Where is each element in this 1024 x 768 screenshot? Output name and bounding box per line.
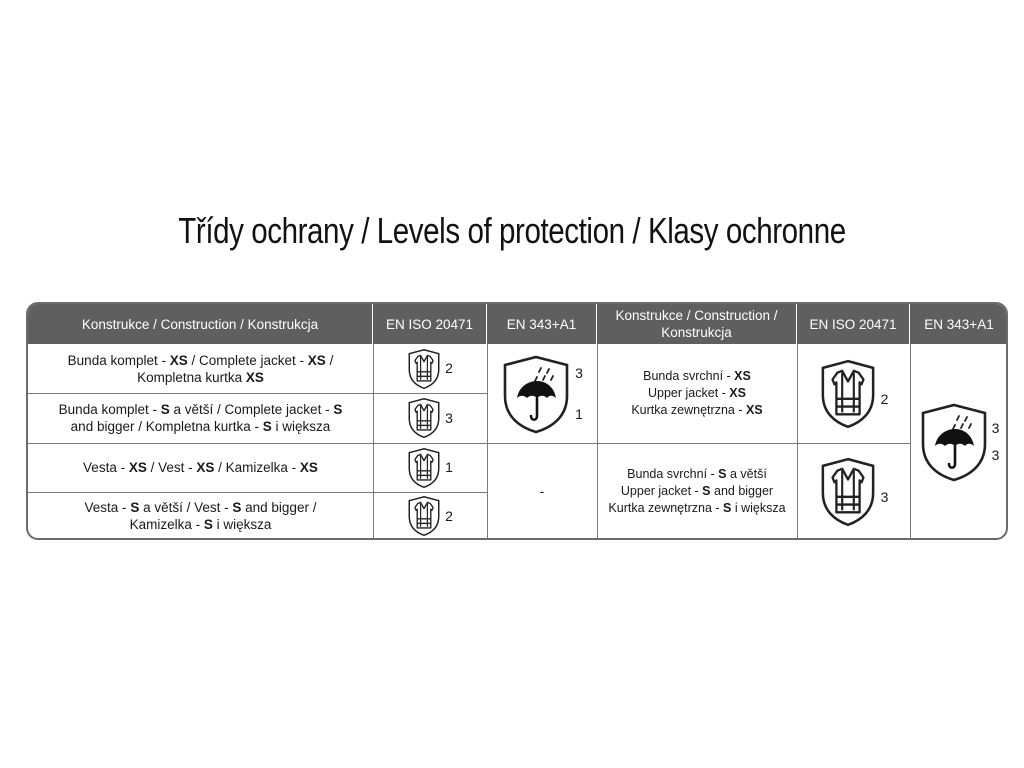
row-size: S (702, 484, 711, 498)
row-text: Bunda svrchní - (643, 369, 735, 383)
page-title: Třídy ochrany / Levels of protection / Klasy ochronne (178, 210, 846, 251)
row-text: i większa (212, 517, 272, 532)
protection-table (26, 302, 1008, 540)
protection-level: 2 (880, 391, 889, 407)
row-size: S (232, 500, 242, 515)
row-size: S (203, 517, 213, 532)
row-text: / (325, 352, 334, 368)
row-size: XS (128, 460, 147, 475)
en343-cell (910, 344, 1008, 540)
row-text: / Vest - (146, 460, 197, 475)
vest-level-cell (373, 443, 487, 492)
row-size: S (262, 419, 272, 434)
row-size: XS (729, 386, 746, 400)
row-text: a větší / Complete jacket - (169, 402, 334, 417)
table-row (28, 492, 373, 540)
row-text: Upper jacket - (620, 484, 703, 498)
row-text: a větší (726, 467, 767, 481)
header-en-343: EN 343+A1 (487, 304, 597, 344)
en343-class-value: 3 (991, 420, 1000, 436)
row-text: Vesta - (84, 500, 131, 515)
hi-vis-vest-shield-icon (819, 456, 877, 528)
hi-vis-vest-shield-icon (407, 447, 441, 489)
vest-level-cell (797, 443, 910, 540)
hi-vis-vest-shield-icon (407, 495, 441, 537)
row-size: XS (734, 369, 751, 383)
row-text: Kurtka zewnętrzna - (608, 501, 724, 515)
row-text: / Complete jacket - (187, 352, 308, 368)
header-en-iso-20471-right: EN ISO 20471 (797, 304, 910, 344)
row-size: S (333, 402, 343, 417)
row-text: Vesta - (83, 460, 129, 475)
header-en-iso-20471: EN ISO 20471 (373, 304, 487, 344)
row-text: Kurtka zewnętrzna - (631, 403, 746, 417)
protection-level: 2 (445, 507, 453, 524)
row-text: i większa (731, 501, 786, 515)
en343-dash: - (539, 483, 545, 499)
row-size: S (723, 501, 732, 515)
header-construction-right-line2: Konstrukcja (661, 325, 732, 340)
row-size: XS (745, 403, 763, 417)
table-row (597, 443, 797, 540)
en343-cell (487, 344, 597, 443)
table-row (28, 344, 373, 393)
row-text: Bunda svrchní - (627, 467, 719, 481)
vest-level-cell (797, 344, 910, 443)
en343-class-value: 3 (575, 364, 583, 381)
header-construction-right (597, 304, 797, 344)
row-text: Kompletna kurtka (137, 369, 246, 385)
row-text: a větší / Vest - (139, 500, 233, 515)
table-row (28, 443, 373, 492)
header-construction: Konstrukce / Construction / Konstrukcja (28, 304, 373, 344)
row-size: XS (196, 460, 215, 475)
row-text: Kamizelka - (129, 517, 204, 532)
protection-level: 3 (880, 489, 889, 505)
table-header (28, 304, 1006, 344)
row-size: S (130, 500, 140, 515)
en343-class-value: 1 (575, 405, 583, 422)
table-body (28, 344, 1006, 540)
umbrella-rain-shield-icon (919, 402, 989, 482)
table-row (28, 393, 373, 443)
vest-level-cell (373, 492, 487, 540)
row-text: i większa (271, 419, 331, 434)
en343-empty-cell (487, 443, 597, 540)
protection-level: 1 (445, 459, 453, 475)
row-size: XS (169, 352, 188, 368)
protection-level: 3 (445, 409, 453, 426)
hi-vis-vest-shield-icon (407, 348, 441, 390)
table-row (597, 344, 797, 443)
row-text: / Kamizelka - (214, 460, 300, 475)
row-size: S (718, 467, 727, 481)
vest-level-cell (373, 393, 487, 443)
row-size: S (160, 402, 170, 417)
row-text: and bigger / Kompletna kurtka - (70, 419, 263, 434)
umbrella-rain-shield-icon (501, 354, 571, 434)
row-text: Upper jacket - (648, 386, 730, 400)
header-en-343-right: EN 343+A1 (924, 316, 994, 332)
row-text: Bunda komplet - (67, 352, 170, 368)
row-text: and bigger / (241, 500, 317, 515)
row-size: XS (299, 460, 318, 475)
protection-level: 2 (445, 360, 453, 376)
hi-vis-vest-shield-icon (407, 397, 441, 439)
row-text: Bunda komplet - (58, 402, 161, 417)
en343-class-value: 3 (991, 447, 1000, 463)
hi-vis-vest-shield-icon (819, 358, 877, 430)
row-size: XS (245, 369, 264, 385)
header-construction-right-line1: Konstrukce / Construction / (615, 308, 778, 323)
vest-level-cell (373, 344, 487, 393)
row-text: and bigger (710, 484, 774, 498)
row-size: XS (307, 352, 326, 368)
